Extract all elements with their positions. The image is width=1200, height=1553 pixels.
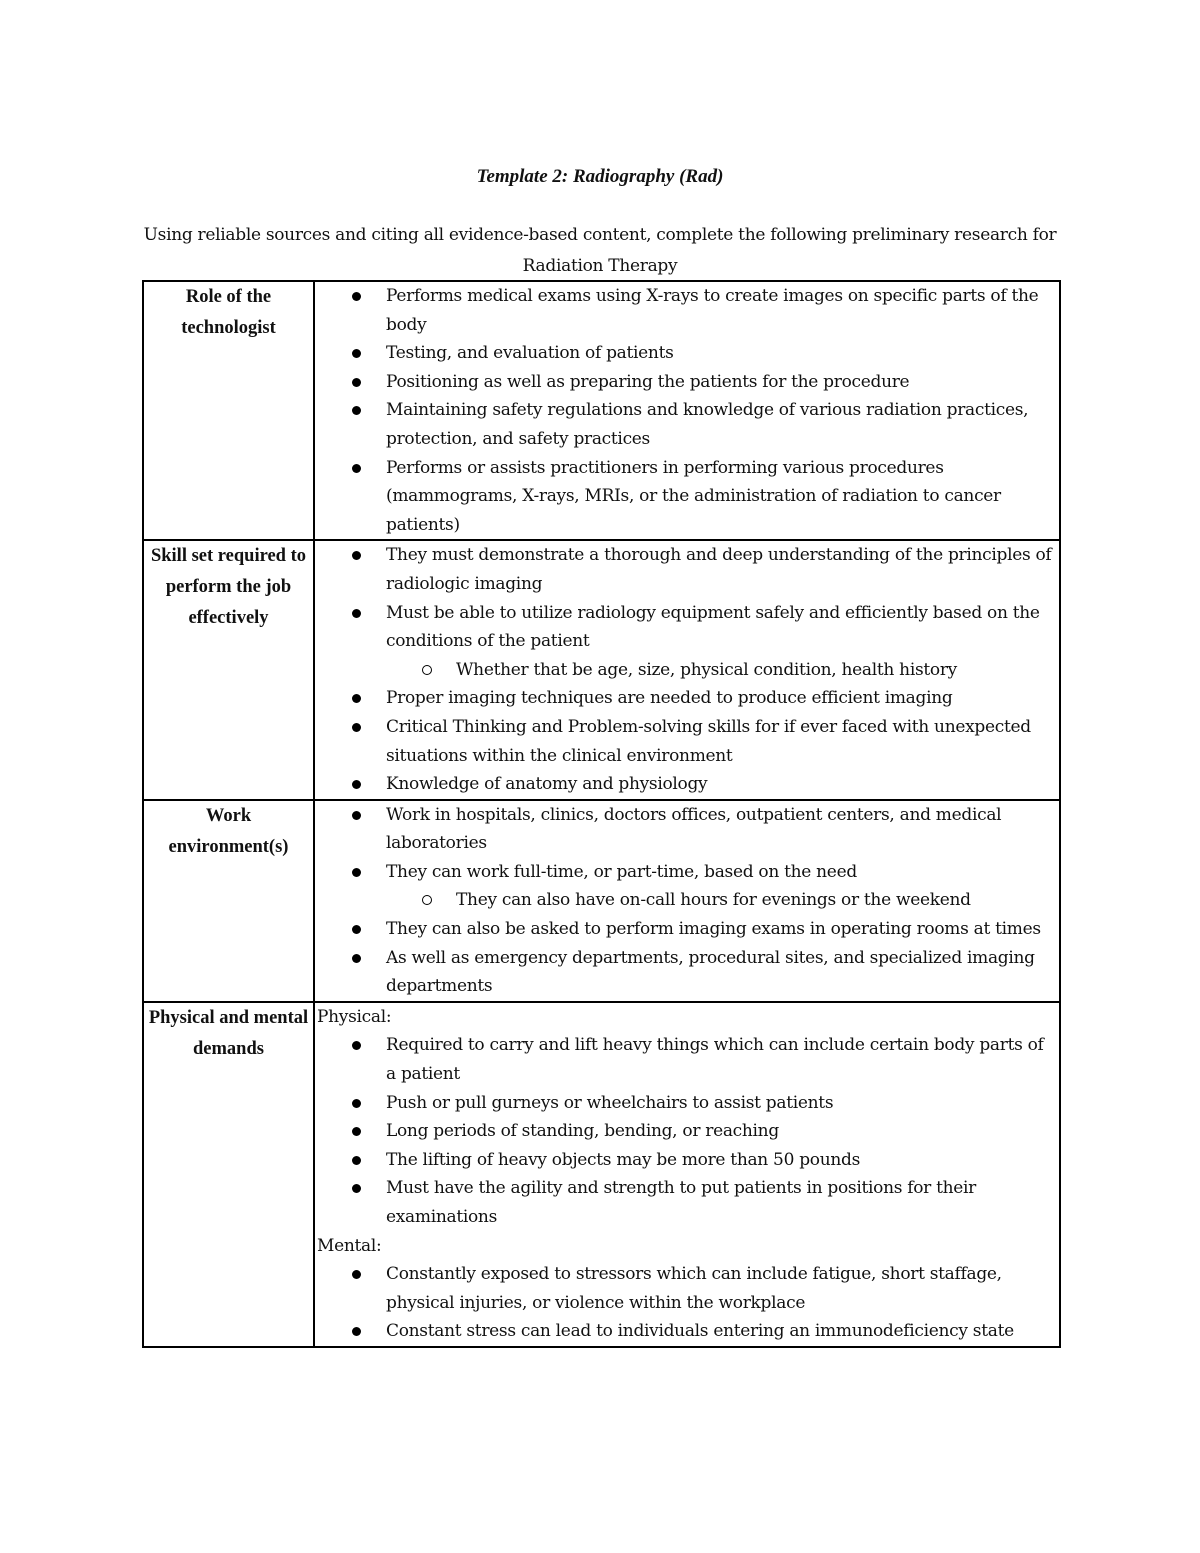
row-content — [314, 800, 1060, 1002]
list-item-text: Positioning as well as preparing the patients for the procedure — [386, 371, 910, 392]
bullet-list — [315, 1031, 1059, 1231]
table-row — [143, 1002, 1060, 1347]
filled-bullet-icon — [352, 811, 361, 820]
hollow-bullet-icon — [422, 895, 432, 905]
list-item — [315, 282, 1059, 339]
table-row — [143, 540, 1060, 799]
list-item — [315, 1089, 1059, 1118]
list-item — [315, 886, 1059, 915]
filled-bullet-icon — [352, 1270, 361, 1279]
list-item-text: They can also have on-call hours for evenings or the weekend — [456, 890, 971, 911]
filled-bullet-icon — [352, 1327, 361, 1336]
list-item — [315, 801, 1059, 858]
list-item-text: Constant stress can lead to individuals entering an immunodeficiency state — [386, 1321, 1014, 1342]
filled-bullet-icon — [352, 1099, 361, 1108]
list-item — [315, 1031, 1059, 1088]
row-label: Work environment(s) — [143, 800, 314, 1002]
filled-bullet-icon — [352, 954, 361, 963]
list-item-text: They can work full-time, or part-time, based on the need — [386, 861, 857, 882]
list-item — [315, 915, 1059, 944]
list-item — [315, 1260, 1059, 1317]
list-item — [315, 713, 1059, 770]
filled-bullet-icon — [352, 349, 361, 358]
list-item — [315, 684, 1059, 713]
filled-bullet-icon — [352, 464, 361, 473]
list-item — [315, 1146, 1059, 1175]
list-item — [315, 858, 1059, 887]
filled-bullet-icon — [352, 292, 361, 301]
list-item-text: Performs medical exams using X-rays to create images on specific parts of the body — [386, 286, 1039, 335]
filled-bullet-icon — [352, 925, 361, 934]
filled-bullet-icon — [352, 780, 361, 789]
filled-bullet-icon — [352, 378, 361, 387]
hollow-bullet-icon — [422, 665, 432, 675]
list-item-text: Knowledge of anatomy and physiology — [386, 774, 708, 795]
list-item — [315, 1117, 1059, 1146]
list-item-text: Push or pull gurneys or wheelchairs to assist patients — [386, 1092, 834, 1113]
row-label: Physical and mental demands — [143, 1002, 314, 1347]
filled-bullet-icon — [352, 1127, 361, 1136]
list-item-text: The lifting of heavy objects may be more than 50 pounds — [386, 1149, 861, 1170]
filled-bullet-icon — [352, 406, 361, 415]
filled-bullet-icon — [352, 868, 361, 877]
filled-bullet-icon — [352, 551, 361, 560]
bullet-list — [315, 1260, 1059, 1346]
filled-bullet-icon — [352, 694, 361, 703]
subsection-label: Physical: — [317, 1006, 392, 1027]
list-item-text: Critical Thinking and Problem-solving skills for if ever faced with unexpected situations within the clinical environment — [386, 716, 1031, 766]
list-item — [315, 944, 1059, 1001]
table-row — [143, 281, 1060, 540]
research-table-body — [143, 281, 1060, 1347]
list-item — [315, 396, 1059, 453]
list-item-text: Work in hospitals, clinics, doctors offices, outpatient centers, and medical laboratories — [386, 804, 1002, 854]
list-item-text: Must be able to utilize radiology equipment safely and efficiently based on the conditions of the patient — [386, 602, 1040, 652]
list-item-text: As well as emergency departments, procedural sites, and specialized imaging departments — [386, 947, 1035, 997]
list-item-text: Maintaining safety regulations and knowledge of various radiation practices, protection, and safety practices — [386, 400, 1029, 449]
filled-bullet-icon — [352, 723, 361, 732]
list-item — [315, 770, 1059, 799]
document-title: Template 2: Radiography (Rad) — [476, 166, 724, 187]
list-item-text: They must demonstrate a thorough and deep understanding of the principles of radiologic imaging — [386, 545, 1052, 594]
list-item-text: Required to carry and lift heavy things which can include certain body parts of a patient — [386, 1035, 1044, 1085]
bullet-list — [315, 282, 1059, 539]
row-content — [314, 540, 1060, 799]
bullet-list — [315, 541, 1059, 798]
list-item — [315, 541, 1059, 598]
list-item-text: Performs or assists practitioners in performing various procedures (mammograms, X-rays, MRIs, or the administration of radiation to cancer patients) — [386, 457, 1001, 535]
bullet-list — [315, 801, 1059, 1001]
filled-bullet-icon — [352, 1156, 361, 1165]
instructions-paragraph: Using reliable sources and citing all evidence-based content, complete the following preliminary research for Radiation Therapy — [143, 225, 1057, 276]
filled-bullet-icon — [352, 609, 361, 618]
list-item — [315, 454, 1059, 540]
list-item-text: Constantly exposed to stressors which can include fatigue, short staffage, physical injuries, or violence within the workplace — [386, 1264, 1002, 1313]
filled-bullet-icon — [352, 1184, 361, 1193]
list-item-text: Long periods of standing, bending, or reaching — [386, 1121, 779, 1142]
row-label: Skill set required to perform the job effectively — [143, 540, 314, 799]
list-item-text: Whether that be age, size, physical condition, health history — [456, 659, 957, 680]
list-item-text: Must have the agility and strength to put patients in positions for their examinations — [386, 1178, 977, 1227]
row-label: Role of the technologist — [143, 281, 314, 540]
list-item-text: They can also be asked to perform imaging exams in operating rooms at times — [386, 919, 1041, 940]
research-table — [142, 280, 1061, 1348]
row-content — [314, 281, 1060, 540]
list-item — [315, 656, 1059, 685]
list-item — [315, 368, 1059, 397]
filled-bullet-icon — [352, 1041, 361, 1050]
list-item — [315, 1174, 1059, 1231]
list-item — [315, 339, 1059, 368]
list-item — [315, 1317, 1059, 1346]
list-item — [315, 599, 1059, 656]
table-row — [143, 800, 1060, 1002]
list-item-text: Testing, and evaluation of patients — [386, 343, 674, 364]
list-item-text: Proper imaging techniques are needed to produce efficient imaging — [386, 688, 953, 709]
subsection-label: Mental: — [317, 1235, 382, 1256]
row-content — [314, 1002, 1060, 1347]
